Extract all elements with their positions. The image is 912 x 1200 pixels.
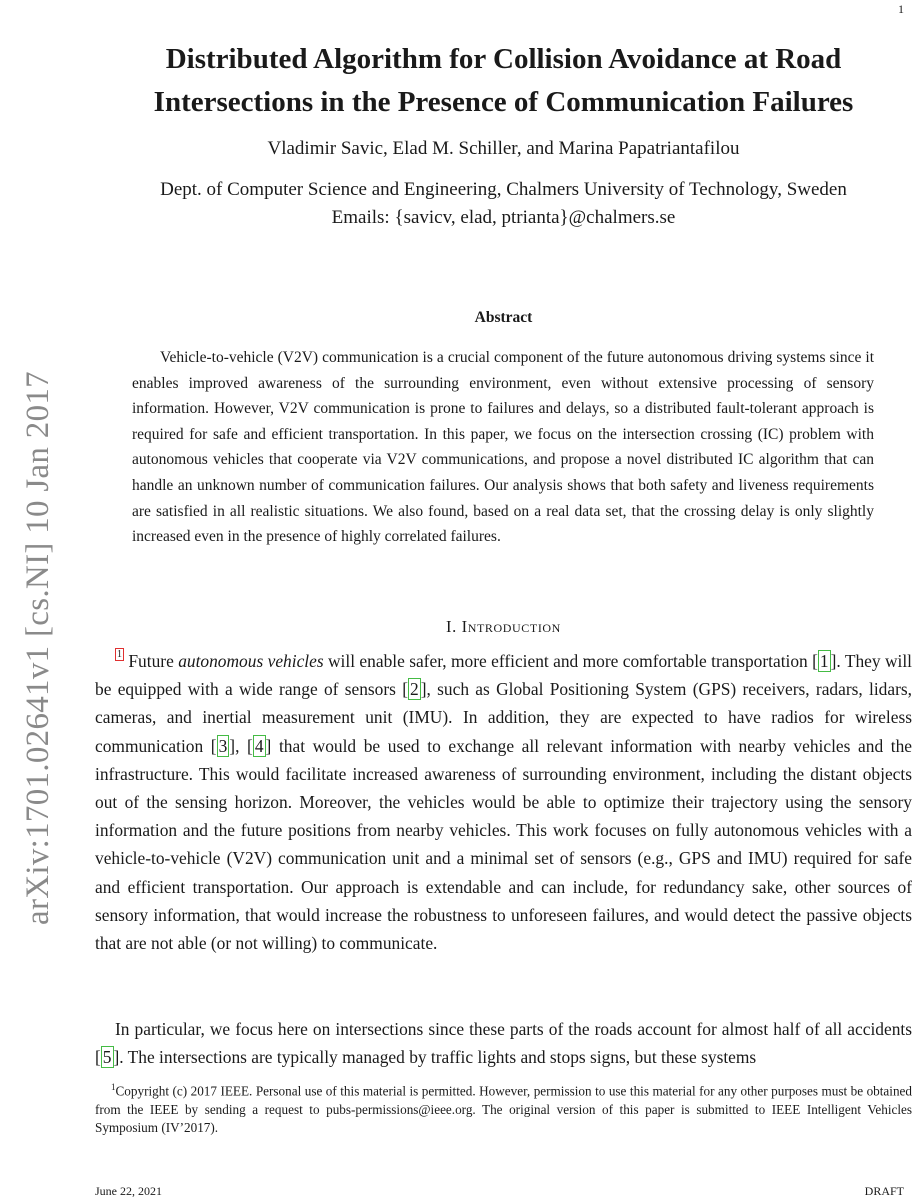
intro-p1-seg2: will enable safer, more efficient and more comfortable transportation [ bbox=[323, 651, 818, 671]
intro-p1-seg5: ], [ bbox=[229, 735, 253, 756]
emails: Emails: {savicv, elad, ptrianta}@chalmers.se bbox=[331, 207, 676, 228]
intro-p1-seg3: ]. They will be equipped with a wide range of sensors [ bbox=[95, 651, 912, 700]
arxiv-stamp: arXiv:1701.02641v1 [cs.NI] 10 Jan 2017 bbox=[20, 371, 56, 925]
citation-link-2[interactable]: 2 bbox=[410, 679, 419, 700]
footer-date: June 22, 2021 bbox=[95, 1184, 162, 1198]
footnote-mark: 1 bbox=[111, 1082, 116, 1092]
intro-p2-seg1: In particular, we focus here on intersections since these parts of the roads account for almost half of all accidents [ bbox=[95, 1019, 912, 1068]
abstract-text: Vehicle-to-vehicle (V2V) communication is a crucial component of the future autonomous driving systems since it enables improved awareness of the surrounding environment, even without extensive processing of sensory information. However, V2V communication is prone to failures and delays, so a distributed fault-tolerant approach is required for safe and efficient transportation. In this paper, we focus on the intersection crossing (IC) problem with autonomous vehicles that cooperate via V2V communications, and propose a novel distributed IC algorithm that can handle an unknown number of communication failures. Our analysis shows that both safety and liveness requirements are satisfied in all realistic situations. We also found, based on a real data set, that the crossing delay is only slightly increased even in the presence of highly correlated failures. bbox=[132, 349, 874, 546]
section-heading bbox=[95, 617, 912, 637]
section-title: Introduction bbox=[461, 617, 561, 636]
paper-title bbox=[95, 38, 912, 124]
citation-link-5[interactable]: 5 bbox=[102, 1047, 112, 1068]
affiliation: Dept. of Computer Science and Engineering, Chalmers University of Technology, Sweden bbox=[160, 179, 847, 200]
title-line-1: Distributed Algorithm for Collision Avoidance at Road bbox=[165, 43, 842, 75]
section-number: I. bbox=[446, 617, 457, 636]
citation-link-1[interactable]: 1 bbox=[819, 651, 829, 671]
footer-draft-label: DRAFT bbox=[864, 1184, 904, 1198]
footnote-ref-link[interactable]: 1 bbox=[117, 649, 122, 660]
abstract-heading: Abstract bbox=[474, 309, 533, 326]
intro-p1-seg6: ] that would be used to exchange all relevant information with nearby vehicles and the infrastructure. This would facilitate increased awareness of surrounding environment, including the distant objects out of the sensing horizon. Moreover, the vehicles would be able to optimize their trajectory using the sensory information and the future positions from nearby vehicles. This work focuses on fully autonomous vehicles with a vehicle-to-vehicle (V2V) communication unit and a minimal set of sensors (e.g., GPS and IMU) required for safe and efficient transportation. Our approach is extendable and can include, for redundancy sake, other sources of sensory information, that would increase the robustness to unforeseen failures, and would detect the passive objects that are not able (or not willing) to communicate. bbox=[95, 735, 912, 954]
page-number: 1 bbox=[898, 2, 904, 16]
intro-p1-seg1: Future bbox=[124, 651, 179, 671]
intro-p2-seg2: ]. The intersections are typically managed by traffic lights and stops signs, but these systems bbox=[113, 1047, 757, 1068]
intro-p1-emphasis: autonomous vehicles bbox=[178, 651, 324, 671]
footnote-text: Copyright (c) 2017 IEEE. Personal use of this material is permitted. However, permission to use this material for any other purposes must be obtained from the IEEE by sending a request to pubs-permissions@ieee.org. The original version of this paper is submitted to IEEE Intelligent Vehicles Symposium (IV’2017). bbox=[95, 1083, 912, 1136]
title-line-2: Intersections in the Presence of Communication Failures bbox=[153, 86, 854, 118]
intro-p1-seg4: ], such as Global Positioning System (GPS) receivers, radars, lidars, cameras, and inertial measurement unit (IMU). In addition, they are expected to have radios for wireless communication [ bbox=[95, 679, 912, 756]
intro-paragraph-2 bbox=[95, 1015, 912, 1071]
authors: Vladimir Savic, Elad M. Schiller, and Marina Papatriantafilou bbox=[267, 138, 740, 159]
citation-link-4[interactable]: 4 bbox=[254, 735, 264, 756]
footnote bbox=[95, 1078, 912, 1138]
citation-link-3[interactable]: 3 bbox=[218, 735, 228, 756]
affiliation-block bbox=[95, 176, 912, 232]
intro-paragraph-1 bbox=[95, 647, 912, 957]
